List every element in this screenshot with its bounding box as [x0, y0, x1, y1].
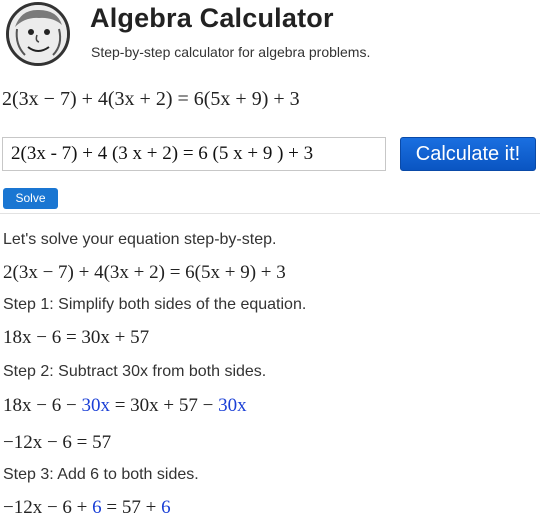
cartoon-face-icon [9, 5, 67, 63]
calculate-button[interactable]: Calculate it! [400, 137, 536, 171]
step1-label: Step 1: Simplify both sides of the equation. [3, 296, 307, 313]
step2-work-left-highlight: 30x [81, 395, 110, 416]
page-title: Algebra Calculator [90, 3, 334, 33]
step2-label: Step 2: Subtract 30x from both sides. [3, 363, 267, 380]
avatar [6, 2, 70, 66]
header [0, 0, 540, 66]
step2-work [3, 395, 247, 417]
equation-input[interactable] [2, 137, 386, 171]
step3-label: Step 3: Add 6 to both sides. [3, 466, 199, 483]
solve-tab-button[interactable]: Solve [3, 188, 58, 209]
step3-work-left: −12x − 6 + [3, 497, 93, 518]
step1-result: 18x − 6 = 30x + 57 [3, 327, 150, 348]
step3-work-right-highlight: 6 [161, 497, 171, 518]
solution-intro: Let's solve your equation step-by-step. [3, 231, 277, 248]
divider [0, 213, 540, 214]
problem-equation: 2(3x − 7) + 4(3x + 2) = 6(5x + 9) + 3 [2, 88, 300, 110]
step3-work [3, 497, 171, 519]
step2-work-right: = 30x + 57 − [109, 395, 219, 416]
step3-work-left-highlight: 6 [92, 497, 102, 518]
step3-work-right: = 57 + [101, 497, 162, 518]
solution-equation: 2(3x − 7) + 4(3x + 2) = 6(5x + 9) + 3 [3, 262, 286, 283]
step2-work-right-highlight: 30x [218, 395, 247, 416]
step2-result: −12x − 6 = 57 [3, 432, 112, 453]
page-subtitle: Step-by-step calculator for algebra problems. [91, 44, 371, 60]
step2-work-left: 18x − 6 − [3, 395, 82, 416]
